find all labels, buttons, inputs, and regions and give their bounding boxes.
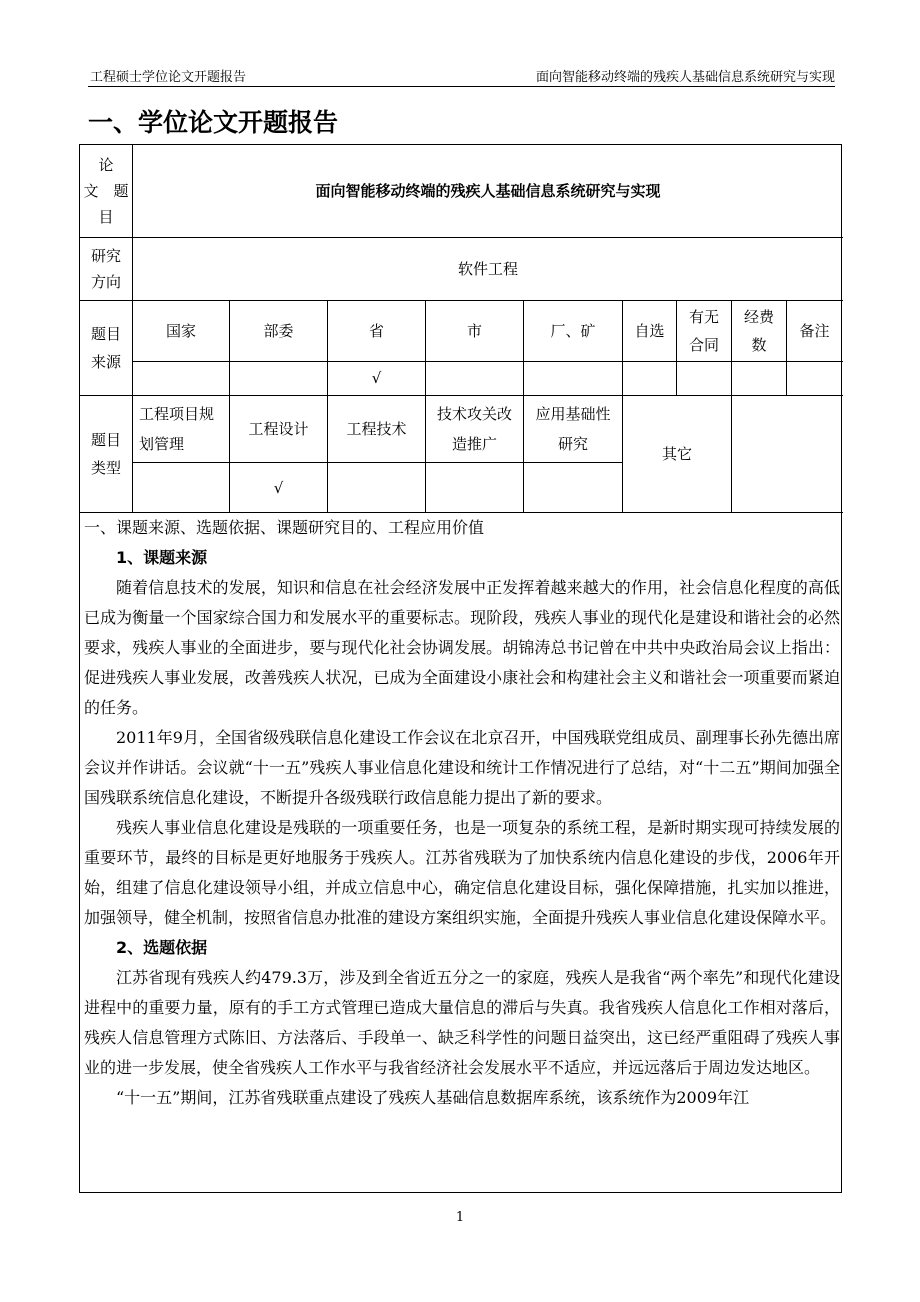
type-mark	[426, 463, 523, 512]
source-label: 题目 来源	[90, 325, 121, 371]
paragraph: 2011年9月，全国省级残联信息化建设工作会议在北京召开，中国残联党组成员、副理事长孙先德出席会议并作讲话。会议就“十一五”残疾人事业信息化建设和统计工作情况进行了总结，对“十二五”期间加强全国残联系统信息化建设，不断提升各级残联行政信息能力提出了新的要求。	[84, 728, 840, 807]
section-title: 一、课题来源、选题依据、课题研究目的、工程应用价值	[84, 518, 485, 537]
source-col-header: 经费 数	[743, 308, 774, 354]
type-mark	[133, 463, 229, 512]
source-mark	[623, 362, 676, 395]
page-header	[88, 64, 835, 87]
thesis-title-value: 面向智能移动终端的残疾人基础信息系统研究与实现	[315, 181, 661, 200]
document-heading: 一、学位论文开题报告	[88, 108, 339, 137]
type-col-header: 工程技术	[346, 420, 407, 438]
type-col-header: 应用基础性 研究	[535, 405, 611, 453]
source-mark	[677, 362, 731, 395]
source-mark	[524, 362, 622, 395]
page-number: 1	[455, 1210, 465, 1225]
type-col-header: 其它	[661, 445, 692, 463]
source-col-header: 市	[466, 322, 482, 340]
type-mark: √	[273, 478, 284, 497]
type-mark	[328, 463, 425, 512]
subheading-topic-source: 1、课题来源	[116, 548, 208, 567]
header-right-text: 面向智能移动终端的残疾人基础信息系统研究与实现	[535, 70, 835, 85]
source-col-header: 省	[368, 322, 384, 340]
type-label: 题目 类型	[90, 431, 121, 477]
source-mark	[787, 362, 842, 395]
source-mark	[230, 362, 327, 395]
type-mark	[524, 463, 622, 512]
source-mark	[133, 362, 229, 395]
type-col-header: 工程项目规 划管理	[139, 405, 215, 453]
source-col-header: 国家	[165, 322, 196, 340]
paragraph: 江苏省现有残疾人约479.3万，涉及到全省近五分之一的家庭，残疾人是我省“两个率先”和现代化建设进程中的重要力量，原有的手工方式管理已造成大量信息的滞后与失真。我省残疾人信息化工作相对落后，残疾人信息管理方式陈旧、方法落后、手段单一、缺乏科学性的问题日益突出，这已经严重阻碍了残疾人事业的进一步发展，使全省残疾人工作水平与我省经济社会发展水平不适应，并远远落后于周边发达地区。	[84, 968, 840, 1077]
section-body	[84, 513, 840, 1113]
source-mark: √	[371, 369, 382, 387]
type-col-header: 技术攻关改 造推广	[436, 405, 512, 453]
source-col-header: 备注	[799, 322, 830, 340]
source-col-header: 厂、矿	[550, 322, 596, 340]
type-col-header: 工程设计	[248, 420, 309, 438]
paragraph: “十一五”期间，江苏省残联重点建设了残疾人基础信息数据库系统，该系统作为2009年江	[116, 1088, 750, 1107]
source-col-header: 部委	[263, 322, 294, 340]
source-mark	[732, 362, 786, 395]
title-label: 论 文 题 目	[83, 156, 129, 226]
header-left-text: 工程硕士学位论文开题报告	[90, 70, 247, 85]
paragraph: 随着信息技术的发展，知识和信息在社会经济发展中正发挥着越来越大的作用，社会信息化程度的高低已成为衡量一个国家综合国力和发展水平的重要标志。现阶段，残疾人事业的现代化是建设和谐社会的必然要求，残疾人事业的全面进步，要与现代化社会协调发展。胡锦涛总书记曾在中共中央政治局会议上指出：促进残疾人事业发展，改善残疾人状况，已成为全面建设小康社会和构建社会主义和谐社会一项重要而紧迫的任务。	[84, 578, 840, 717]
research-direction-value: 软件工程	[457, 259, 518, 278]
subheading-topic-basis: 2、选题依据	[116, 938, 208, 957]
source-mark	[426, 362, 523, 395]
direction-label: 研究 方向	[90, 247, 121, 291]
source-col-header: 有无 合同	[688, 308, 719, 354]
source-col-header: 自选	[634, 322, 665, 340]
paragraph: 残疾人事业信息化建设是残联的一项重要任务，也是一项复杂的系统工程，是新时期实现可持续发展的重要环节，最终的目标是更好地服务于残疾人。江苏省残联为了加快系统内信息化建设的步伐，2006年开始，组建了信息化建设领导小组，并成立信息中心，确定信息化建设目标，强化保障措施，扎实加以推进，加强领导，健全机制，按照省信息办批准的建设方案组织实施，全面提升残疾人事业信息化建设保障水平。	[84, 818, 840, 927]
col-divider	[731, 395, 732, 512]
